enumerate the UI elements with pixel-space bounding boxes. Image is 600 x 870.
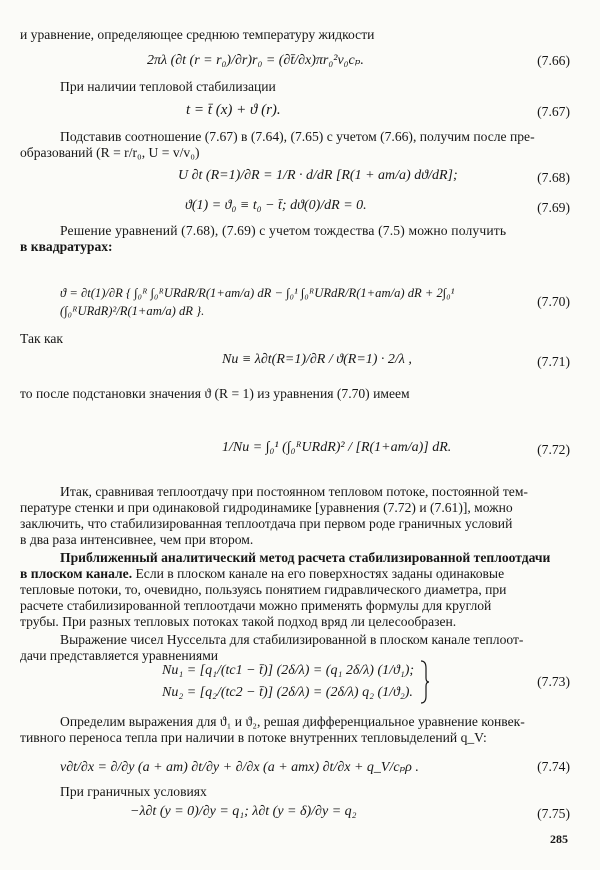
text-line: тивного переноса тепла при наличии в потоке внутренних тепловыделений q_V: xyxy=(20,730,487,745)
text-line: Определим выражения для ϑ₁ и ϑ₂, решая дифференциальное уравнение конвек- xyxy=(60,714,525,729)
page-number: 285 xyxy=(550,832,568,846)
equation-7-69: ϑ(1) = ϑ₀ ≡ t₀ − t̄; dϑ(0)/dR = 0. xyxy=(185,198,367,213)
equation-number: (7.66) xyxy=(537,53,570,68)
text-line: заключить, что стабилизированная теплоотдача при первом роде граничных условий xyxy=(20,516,513,531)
text-line: Итак, сравнивая теплоотдачу при постоянном тепловом потоке, постоянной тем- xyxy=(60,484,528,499)
equation-number: (7.70) xyxy=(537,294,570,309)
equation-number: (7.72) xyxy=(537,442,570,457)
section-heading-tail: в плоском канале. xyxy=(20,566,133,581)
text-line: и уравнение, определяющее среднюю температуру жидкости xyxy=(20,27,375,42)
text-line: в квадратурах: xyxy=(20,239,113,254)
text-span: Если в плоском канале на его поверхностях заданы одинаковые xyxy=(132,566,505,581)
equation-7-66: 2πλ (∂t (r = r₀)/∂r)r₀ = (∂t̄/∂x)πr₀²v₀cₚ. xyxy=(147,53,364,68)
equation-number: (7.75) xyxy=(537,806,570,821)
text-line: расчете стабилизированной теплоотдачи можно применять формулы для круглой xyxy=(20,598,492,613)
text-line: то после подстановки значения ϑ (R = 1) из уравнения (7.70) имеем xyxy=(20,386,410,401)
equation-7-71: Nu ≡ λ∂t(R=1)/∂R / ϑ(R=1) · 2/λ , xyxy=(222,352,412,367)
equation-number: (7.68) xyxy=(537,170,570,185)
text-line: Решение уравнений (7.68), (7.69) с учетом тождества (7.5) можно получить xyxy=(60,223,507,238)
section-heading: Приближенный аналитический метод расчета стабилизированной теплоотдачи xyxy=(60,550,551,565)
equation-number: (7.71) xyxy=(537,354,570,369)
equation-number: (7.69) xyxy=(537,200,570,215)
equation-7-73-b: Nu₂ = [q₂/(tс2 − t̄)] (2δ/λ) = (2δ/λ) q₂ (1/ϑ₂). xyxy=(162,685,413,700)
text-line: Так как xyxy=(20,331,64,346)
text-line: Подставив соотношение (7.67) в (7.64), (7.65) с учетом (7.66), получим после пре- xyxy=(60,129,535,144)
text-line: образований (R = r/r₀, U = v/v₀) xyxy=(20,145,200,160)
equation-7-68: U ∂t (R=1)/∂R = 1/R · d/dR [R(1 + aт/a) dϑ/dR]; xyxy=(178,168,458,183)
equation-7-72: 1/Nu = ∫₀¹ (∫₀ᴿURdR)² / [R(1+aт/a)] dR. xyxy=(222,440,452,455)
equation-7-67: t = t̄ (x) + ϑ (r). xyxy=(186,102,281,118)
equation-7-75: −λ∂t (y = 0)/∂y = q₁; λ∂t (y = δ)/∂y = q₂ xyxy=(130,804,357,819)
equation-7-70: ϑ = ∂t(1)/∂R { ∫₀ᴿ ∫₀ᴿURdR/R(1+aт/a) dR − ∫₀¹ ∫₀ᴿURdR/R(1+aт/a) dR + 2∫₀¹ (∫₀ᴿURdR)²/R(1+aт/a) dR }. xyxy=(60,286,455,318)
text-line: При наличии тепловой стабилизации xyxy=(60,79,276,94)
text-line: тепловые потоки, то, очевидно, пользуясь понятием гидравлического диаметра, при xyxy=(20,582,507,597)
text-line xyxy=(20,566,504,582)
equation-number: (7.73) xyxy=(537,674,570,689)
text-line: Выражение чисел Нуссельта для стабилизированной в плоском канале теплоот- xyxy=(60,632,524,647)
equation-7-73-a: Nu₁ = [q₁/(tс1 − t̄)] (2δ/λ) = (q₁ 2δ/λ) (1/ϑ₁); xyxy=(162,663,415,678)
equation-number: (7.74) xyxy=(537,759,570,774)
equation-7-74: v∂t/∂x = ∂/∂y (a + aт) ∂t/∂y + ∂/∂x (a + aтx) ∂t/∂x + q_V/cₚρ . xyxy=(60,760,419,775)
text-line: в два раза интенсивнее, чем при втором. xyxy=(20,532,254,547)
text-line: дачи представляется уравнениями xyxy=(20,648,219,663)
text-line: трубы. При разных тепловых потоках такой подход вряд ли целесообразен. xyxy=(20,614,457,629)
text-line: пературе стенки и при одинаковой гидродинамике [уравнения (7.72) и (7.61)], можно xyxy=(20,500,513,515)
text-line: При граничных условиях xyxy=(60,784,207,799)
right-brace xyxy=(420,660,430,704)
equation-number: (7.67) xyxy=(537,104,570,119)
